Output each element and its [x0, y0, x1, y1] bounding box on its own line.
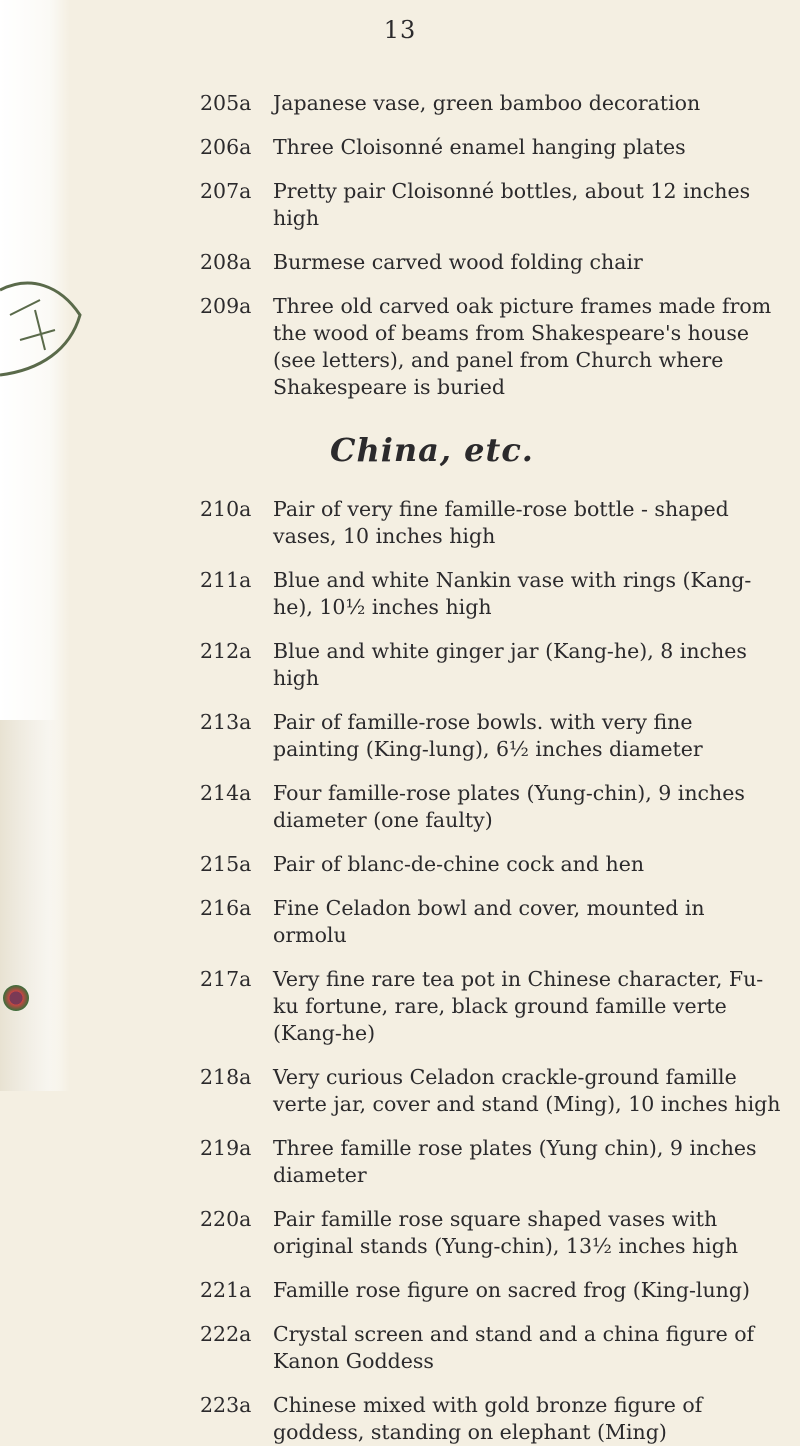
lot-entry: [200, 638, 800, 692]
lot-description: Very fine rare tea pot in Chinese character, Fu-ku fortune, rare, black ground famille verte (Kang-he): [273, 967, 764, 1045]
lot-entry: [200, 1277, 800, 1304]
lots-after-heading: [0, 496, 800, 1446]
lot-description: Four famille-rose plates (Yung-chin), 9 inches diameter (one faulty): [273, 781, 745, 832]
lot-description: Pair of famille-rose bowls. with very fine painting (King-lung), 6½ inches diameter: [273, 710, 703, 761]
lot-number: 216a: [200, 896, 252, 920]
lot-description: Pair of blanc-de-chine cock and hen: [273, 852, 645, 876]
lot-entry: [200, 567, 800, 621]
lot-description: Pretty pair Cloisonné bottles, about 12 inches high: [273, 179, 751, 230]
lot-number: 210a: [200, 497, 252, 521]
lot-entry: [200, 851, 800, 878]
lot-entry: [200, 780, 800, 834]
lot-description: Blue and white ginger jar (Kang-he), 8 inches high: [273, 639, 747, 690]
lot-entry: [200, 134, 800, 161]
lot-number: 212a: [200, 639, 252, 663]
lot-description: Three Cloisonné enamel hanging plates: [273, 135, 686, 159]
lot-number: 211a: [200, 568, 252, 592]
lot-number: 209a: [200, 294, 252, 318]
lot-description: Pair famille rose square shaped vases with original stands (Yung-chin), 13½ inches high: [273, 1207, 739, 1258]
lot-number: 219a: [200, 1136, 252, 1160]
lot-description: Three famille rose plates (Yung chin), 9 inches diameter: [273, 1136, 757, 1187]
lot-description: Japanese vase, green bamboo decoration: [273, 91, 701, 115]
lot-entry: [200, 966, 800, 1047]
lot-entry: [200, 249, 800, 276]
lot-number: 223a: [200, 1393, 252, 1417]
lot-description: Fine Celadon bowl and cover, mounted in ormolu: [273, 896, 705, 947]
lot-description: Pair of very fine famille-rose bottle - shaped vases, 10 inches high: [273, 497, 729, 548]
lot-number: 207a: [200, 179, 252, 203]
page-number: 13: [383, 16, 417, 44]
lot-description: Three old carved oak picture frames made from the wood of beams from Shakespeare's house (see letters), and panel from Church where Shakespeare is buried: [273, 294, 772, 399]
lot-entry: [200, 1392, 800, 1446]
lot-number: 217a: [200, 967, 252, 991]
lot-entry: [200, 496, 800, 550]
lot-description: Crystal screen and stand and a china figure of Kanon Goddess: [273, 1322, 755, 1373]
lot-entry: [200, 293, 800, 401]
lot-number: 214a: [200, 781, 252, 805]
lot-list: [0, 90, 800, 1446]
lot-entry: [200, 1321, 800, 1375]
lot-description: Blue and white Nankin vase with rings (Kang-he), 10½ inches high: [273, 568, 752, 619]
lot-number: 213a: [200, 710, 252, 734]
lot-description: Very curious Celadon crackle-ground famille verte jar, cover and stand (Ming), 10 inches high: [273, 1065, 781, 1116]
lot-description: Chinese mixed with gold bronze figure of goddess, standing on elephant (Ming): [273, 1393, 703, 1444]
lot-number: 206a: [200, 135, 252, 159]
lot-number: 222a: [200, 1322, 252, 1346]
lot-number: 208a: [200, 250, 252, 274]
lot-description: Famille rose figure on sacred frog (King-lung): [273, 1278, 750, 1302]
lot-description: Burmese carved wood folding chair: [273, 250, 643, 274]
lot-entry: [200, 1206, 800, 1260]
section-heading: China, etc.: [330, 431, 534, 469]
lot-number: 221a: [200, 1278, 252, 1302]
lot-entry: [200, 1064, 800, 1118]
lot-number: 218a: [200, 1065, 252, 1089]
lots-before-heading: [0, 90, 800, 401]
lot-entry: [200, 1135, 800, 1189]
lot-number: 205a: [200, 91, 252, 115]
lot-entry: [200, 709, 800, 763]
lot-number: 220a: [200, 1207, 252, 1231]
lot-entry: [200, 178, 800, 232]
lot-entry: [200, 90, 800, 117]
lot-number: 215a: [200, 852, 252, 876]
lot-entry: [200, 895, 800, 949]
